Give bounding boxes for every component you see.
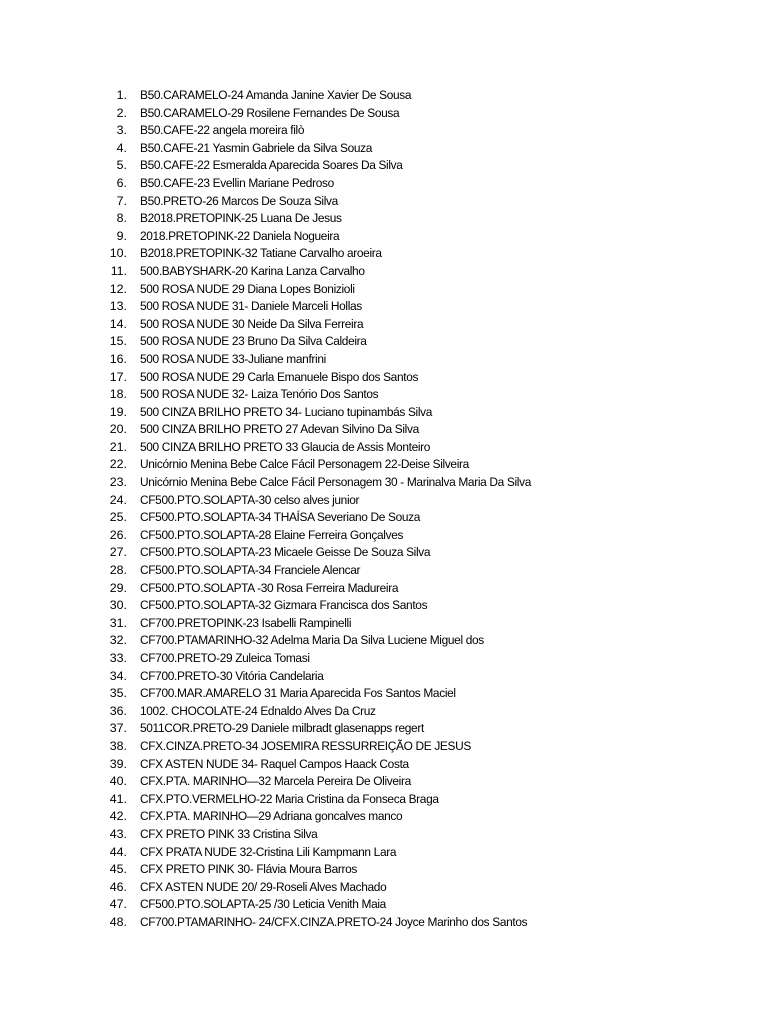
list-item-text: 500.BABYSHARK-20 Karina Lanza Carvalho [140, 263, 365, 278]
list-item-number: 12. [109, 281, 127, 296]
list-item-number: 11. [110, 263, 127, 278]
list-item-text: B50.CARAMELO-24 Amanda Janine Xavier De Sousa [140, 88, 412, 102]
list-item-number: 26. [109, 527, 127, 542]
list-item-number: 27. [109, 545, 127, 560]
list-item-number: 3. [116, 123, 127, 138]
list-item-text: CFX.PTO.VERMELHO-22 Maria Cristina da Fonseca Braga [140, 791, 439, 806]
list-item-number: 42. [109, 809, 127, 824]
list-item-text: CF500.PTO.SOLAPTA-28 Elaine Ferreira Gonçalves [140, 527, 404, 542]
list-item-text: CFX.PTA. MARINHO—32 Marcela Pereira De Oliveira [140, 774, 411, 789]
list-item-number: 21. [109, 439, 127, 454]
list-item-text: Unicórnio Menina Bebe Calce Fácil Personagem 30 - Marinalva Maria Da Silva [140, 475, 531, 490]
list-item-number: 4. [116, 140, 127, 155]
list-item-number: 38. [109, 738, 127, 753]
list-item-text: CF500.PTO.SOLAPTA-34 Franciele Alencar [140, 563, 361, 578]
list-item-text: CF500.PTO.SOLAPTA -30 Rosa Ferreira Madureira [140, 580, 399, 595]
list-item-number: 28. [109, 563, 127, 578]
list-item-text: CFX ASTEN NUDE 34- Raquel Campos Haack Costa [140, 756, 409, 771]
list-item-number: 20. [109, 422, 127, 437]
list-item-number: 43. [109, 826, 127, 841]
list-item-text: CF700.PRETOPINK-23 Isabelli Rampinelli [140, 615, 352, 630]
list-item-text: CFX PRETO PINK 33 Cristina Silva [140, 826, 318, 841]
list-item-text: CFX.PTA. MARINHO—29 Adriana goncalves manco [140, 809, 403, 824]
list-item-number: 46. [109, 879, 127, 894]
list-item-number: 31. [109, 615, 127, 630]
list-item-number: 18. [109, 387, 127, 402]
list-item-text: 5011COR.PRETO-29 Daniele milbradt glasenapps regert [140, 721, 424, 736]
list-item-text: 500 ROSA NUDE 30 Neide Da Silva Ferreira [140, 316, 364, 331]
list-item-number: 48. [109, 914, 127, 929]
list-item-number: 2. [116, 105, 127, 120]
list-item-number: 19. [109, 404, 127, 419]
list-item-text: B2018.PRETOPINK-32 Tatiane Carvalho aroeira [140, 246, 382, 261]
list-item-text: CF500.PTO.SOLAPTA-32 Gizmara Francisca dos Santos [140, 598, 428, 613]
list-item-text: 500 ROSA NUDE 32- Laiza Tenório Dos Santos [140, 387, 379, 402]
list-item-number: 47. [109, 897, 127, 912]
list-item-number: 44. [109, 844, 127, 859]
list-item-text: 2018.PRETOPINK-22 Daniela Nogueira [140, 228, 340, 243]
list-item-text: CF700.PRETO-29 Zuleica Tomasi [140, 651, 310, 665]
list-item-text: CF500.PTO.SOLAPTA-34 THAÍSA Severiano De Souza [140, 510, 421, 525]
list-item-text: 500 CINZA BRILHO PRETO 33 Glaucia de Assis Monteiro [140, 439, 431, 454]
list-item-number: 30. [109, 598, 127, 613]
list-item-text: 500 ROSA NUDE 23 Bruno Da Silva Caldeira [140, 334, 367, 349]
list-item-number: 39. [109, 756, 127, 771]
list-item-text: 500 CINZA BRILHO PRETO 34- Luciano tupinambás Silva [140, 404, 433, 419]
list-item-text: B2018.PRETOPINK-25 Luana De Jesus [140, 211, 342, 226]
list-item-text: 500 ROSA NUDE 31- Daniele Marceli Hollas [140, 299, 362, 314]
list-item-number: 25. [109, 510, 127, 525]
list-item-text: CFX ASTEN NUDE 20/ 29-Roseli Alves Machado [140, 879, 387, 894]
list-item-text: B50.CARAMELO-29 Rosilene Fernandes De Sousa [140, 105, 400, 120]
list-item-text: CFX PRATA NUDE 32-Cristina Lili Kampmann Lara [140, 844, 397, 859]
list-item-text: CF700.MAR.AMARELO 31 Maria Aparecida Fos Santos Maciel [140, 686, 456, 701]
list-item-number: 24. [109, 492, 127, 507]
list-item-text: B50.CAFE-22 Esmeralda Aparecida Soares Da Silva [140, 158, 403, 173]
list-item-text: 500 ROSA NUDE 29 Diana Lopes Bonizioli [140, 281, 355, 296]
list-item-text: 500 ROSA NUDE 33-Juliane manfrini [140, 351, 326, 366]
list-item-text: CF500.PTO.SOLAPTA-25 /30 Leticia Venith Maia [140, 897, 386, 912]
list-item-number: 9. [116, 228, 127, 243]
list-item-text: 500 ROSA NUDE 29 Carla Emanuele Bispo dos Santos [140, 369, 419, 384]
list-item-number: 17. [109, 369, 127, 384]
list-item-text: B50.PRETO-26 Marcos De Souza Silva [140, 193, 338, 208]
list-item-number: 8. [116, 211, 127, 226]
list-item-text: CF500.PTO.SOLAPTA-30 celso alves junior [140, 492, 360, 507]
list-item-text: 1002. CHOCOLATE-24 Ednaldo Alves Da Cruz [140, 703, 376, 718]
list-item-number: 10. [109, 246, 127, 261]
list-item-number: 41. [109, 791, 127, 806]
list-item-text: CFX PRETO PINK 30- Flávia Moura Barros [140, 862, 358, 877]
list-item-text: CF500.PTO.SOLAPTA-23 Micaele Geisse De Souza Silva [140, 545, 431, 560]
list-item-number: 45. [109, 862, 127, 877]
list-item-number: 33. [109, 651, 127, 665]
list-item-number: 1. [116, 88, 127, 102]
list-item-number: 40. [109, 774, 127, 789]
list-item-number: 22. [109, 457, 127, 472]
list-item-number: 32. [109, 633, 127, 648]
list-item-text: 500 CINZA BRILHO PRETO 27 Adevan Silvino Da Silva [140, 422, 419, 437]
list-item-text: CF700.PTAMARINHO-32 Adelma Maria Da Silva Luciene Miguel dos [140, 633, 484, 648]
list-item-number: 35. [109, 686, 127, 701]
list-item-number: 6. [116, 175, 127, 190]
list-item-number: 14. [109, 316, 127, 331]
list-item-text: CFX.CINZA.PRETO-34 JOSEMIRA RESSURREIÇÃO DE JESUS [140, 738, 471, 753]
list-item-text: Unicórnio Menina Bebe Calce Fácil Personagem 22-Deise Silveira [140, 457, 469, 472]
list-item-text: B50.CAFE-21 Yasmin Gabriele da Silva Souza [140, 140, 373, 155]
list-item-number: 13. [109, 299, 127, 314]
list-item-number: 5. [116, 158, 127, 173]
list-item-text: B50.CAFE-23 Evellin Mariane Pedroso [140, 175, 334, 190]
list-item-number: 36. [109, 703, 127, 718]
list-item-number: 29. [109, 580, 127, 595]
list-item-number: 37. [109, 721, 127, 736]
list-item-number: 16. [109, 351, 127, 366]
list-item-text: B50.CAFE-22 angela moreira filò [140, 123, 305, 138]
list-item-number: 15. [109, 334, 127, 349]
list-item-text: CF700.PTAMARINHO- 24/CFX.CINZA.PRETO-24 Joyce Marinho dos Santos [140, 914, 528, 929]
list-item-number: 23. [109, 475, 127, 490]
list-item-text: CF700.PRETO-30 Vitória Candelaria [140, 668, 324, 683]
list-item-number: 34. [109, 668, 127, 683]
list-item-number: 7. [116, 193, 127, 208]
